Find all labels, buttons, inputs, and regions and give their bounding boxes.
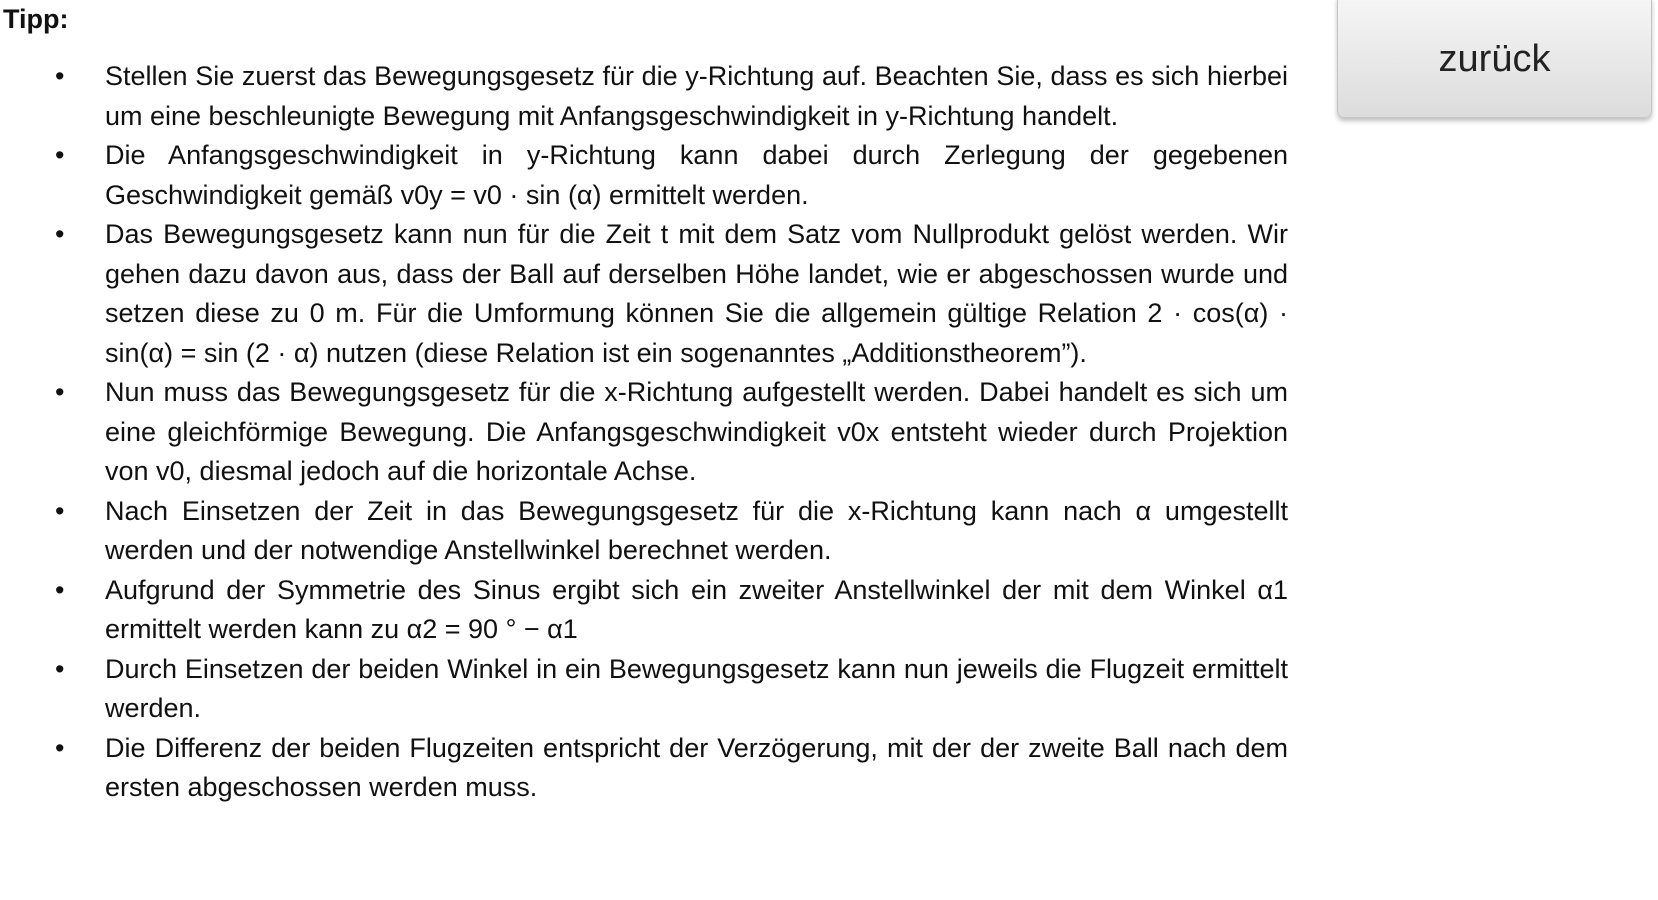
tip-text: Die Differenz der beiden Flugzeiten entspricht der Verzögerung, mit der der zweite Ball nach dem ersten abgeschossen werden muss. (105, 732, 1288, 802)
tip-text: Nach Einsetzen der Zeit in das Bewegungsgesetz für die x-Richtung kann nach α umgestellt werden und der notwendige Anstellwinkel berechnet werden. (105, 495, 1288, 565)
tip-text: Die Anfangsgeschwindigkeit in y-Richtung kann dabei durch Zerlegung der gegebenen Geschwindigkeit gemäß v0y = v0 · sin (α) ermittelt werden. (105, 140, 1288, 210)
tip-item-2 (55, 136, 1288, 215)
tip-text: Das Bewegungsgesetz kann nun für die Zeit t mit dem Satz vom Nullprodukt gelöst werden. Wir gehen dazu davon aus, dass der Ball auf derselben Höhe landet, wie er abgeschossen wurde und setzen diese zu 0 m. Für die Umformung können Sie die allgemein gültige Relation 2 · cos(α) · sin(α) = sin (2 · α) nutzen (diese Relation ist ein sogenanntes „Additionstheorem”). (105, 219, 1288, 368)
tip-item-1 (55, 57, 1288, 136)
bullet-icon: • (55, 377, 65, 407)
tip-text: Nun muss das Bewegungsgesetz für die x-Richtung aufgestellt werden. Dabei handelt es sich um eine gleichförmige Bewegung. Die Anfangsgeschwindigkeit v0x entsteht wieder durch Projektion von v0, diesmal jedoch auf die horizontale Achse. (105, 377, 1288, 486)
tip-text: Aufgrund der Symmetrie des Sinus ergibt sich ein zweiter Anstellwinkel der mit dem Winkel α1 ermittelt werden kann zu α2 = 90 ° − α1 (105, 574, 1288, 644)
bullet-icon: • (55, 140, 65, 170)
bullet-icon: • (55, 219, 65, 249)
tip-item-8 (55, 729, 1288, 808)
tip-text: Durch Einsetzen der beiden Winkel in ein Bewegungsgesetz kann nun jeweils die Flugzeit ermittelt werden. (105, 653, 1288, 723)
tip-heading: Tipp: (3, 4, 69, 34)
tip-item-3 (55, 215, 1288, 373)
tip-item-5 (55, 492, 1288, 571)
bullet-icon: • (55, 574, 65, 605)
bullet-icon: • (55, 653, 65, 684)
bullet-icon: • (55, 732, 65, 763)
tip-item-4 (55, 373, 1288, 492)
tip-item-7 (55, 650, 1288, 729)
back-button[interactable]: zurück (1337, 0, 1652, 118)
tip-text: Stellen Sie zuerst das Bewegungsgesetz für die y-Richtung auf. Beachten Sie, dass es sich hierbei um eine beschleunigte Bewegung mit Anfangsgeschwindigkeit in y-Richtung handelt. (105, 61, 1288, 131)
bullet-icon: • (55, 495, 65, 526)
tip-list (55, 57, 1288, 808)
bullet-icon: • (55, 61, 65, 91)
tip-item-6 (55, 571, 1288, 650)
